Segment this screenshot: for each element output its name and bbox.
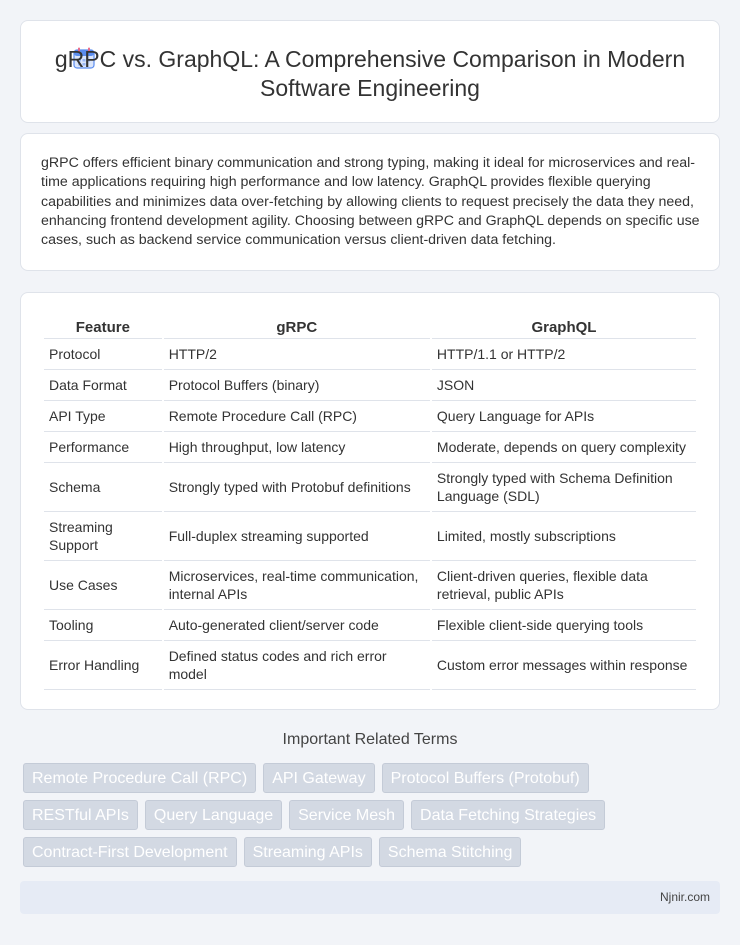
header-grpc: gRPC — [164, 313, 430, 339]
related-tag[interactable]: Remote Procedure Call (RPC) — [23, 763, 256, 793]
feature-cell: Protocol — [44, 339, 162, 370]
graphql-cell: Flexible client-side querying tools — [432, 610, 696, 641]
related-tag[interactable]: API Gateway — [263, 763, 374, 793]
grpc-cell: High throughput, low latency — [164, 432, 430, 463]
header-graphql: GraphQL — [432, 313, 696, 339]
related-terms-title: Important Related Terms — [282, 731, 458, 748]
table-row — [44, 641, 696, 690]
feature-cell: Performance — [44, 432, 162, 463]
graphql-cell: Custom error messages within response — [432, 641, 696, 690]
related-tag[interactable]: Data Fetching Strategies — [411, 800, 605, 830]
feature-cell: Schema — [44, 463, 162, 512]
related-tag[interactable]: Contract-First Development — [23, 837, 237, 867]
grpc-cell: Microservices, real-time communication, internal APIs — [164, 561, 430, 610]
comparison-table-card — [20, 292, 720, 710]
header-card — [20, 20, 720, 123]
graphql-cell: Client-driven queries, flexible data retrieval, public APIs — [432, 561, 696, 610]
feature-cell: API Type — [44, 401, 162, 432]
related-tag[interactable]: Service Mesh — [289, 800, 404, 830]
footer-site-link[interactable]: Njnir.com — [659, 890, 710, 904]
table-row — [44, 401, 696, 432]
grpc-cell: Auto-generated client/server code — [164, 610, 430, 641]
grpc-cell: HTTP/2 — [164, 339, 430, 370]
graphql-cell: Limited, mostly subscriptions — [432, 512, 696, 561]
grpc-cell: Strongly typed with Protobuf definitions — [164, 463, 430, 512]
page-title: gRPC vs. GraphQL: A Comprehensive Comparison in Modern Software Engineering — [54, 46, 686, 101]
grpc-cell: Full-duplex streaming supported — [164, 512, 430, 561]
table-row — [44, 432, 696, 463]
related-tag[interactable]: RESTful APIs — [23, 800, 138, 830]
table-row — [44, 561, 696, 610]
related-terms-list — [23, 763, 703, 867]
feature-cell: Streaming Support — [44, 512, 162, 561]
grpc-cell: Remote Procedure Call (RPC) — [164, 401, 430, 432]
header-feature: Feature — [44, 313, 162, 339]
graphql-cell: Strongly typed with Schema Definition Language (SDL) — [432, 463, 696, 512]
related-tag[interactable]: Protocol Buffers (Protobuf) — [382, 763, 589, 793]
summary-card — [20, 133, 720, 271]
related-tag[interactable]: Streaming APIs — [244, 837, 372, 867]
table-row — [44, 370, 696, 401]
table-row — [44, 339, 696, 370]
footer — [20, 881, 720, 914]
graphql-cell: Moderate, depends on query complexity — [432, 432, 696, 463]
comparison-table — [42, 313, 698, 690]
graphql-cell: Query Language for APIs — [432, 401, 696, 432]
feature-cell: Tooling — [44, 610, 162, 641]
graphql-cell: JSON — [432, 370, 696, 401]
table-header-row — [44, 313, 696, 339]
feature-cell: Use Cases — [44, 561, 162, 610]
summary-text: gRPC offers efficient binary communication and strong typing, making it ideal for microservices and real-time applications requiring high performance and low latency. GraphQL provides flexible querying capabilities and minimizes data over-fetching by allowing clients to request precisely the data they need, enhancing frontend development agility. Choosing between gRPC and GraphQL depends on specific use cases, such as backend service communication versus client-driven data fetching. — [41, 155, 700, 249]
grpc-cell: Protocol Buffers (binary) — [164, 370, 430, 401]
feature-cell: Data Format — [44, 370, 162, 401]
graphql-cell: HTTP/1.1 or HTTP/2 — [432, 339, 696, 370]
feature-cell: Error Handling — [44, 641, 162, 690]
related-tag[interactable]: Schema Stitching — [379, 837, 522, 867]
table-row — [44, 463, 696, 512]
related-tag[interactable]: Query Language — [145, 800, 282, 830]
table-row — [44, 512, 696, 561]
grpc-cell: Defined status codes and rich error model — [164, 641, 430, 690]
table-row — [44, 610, 696, 641]
